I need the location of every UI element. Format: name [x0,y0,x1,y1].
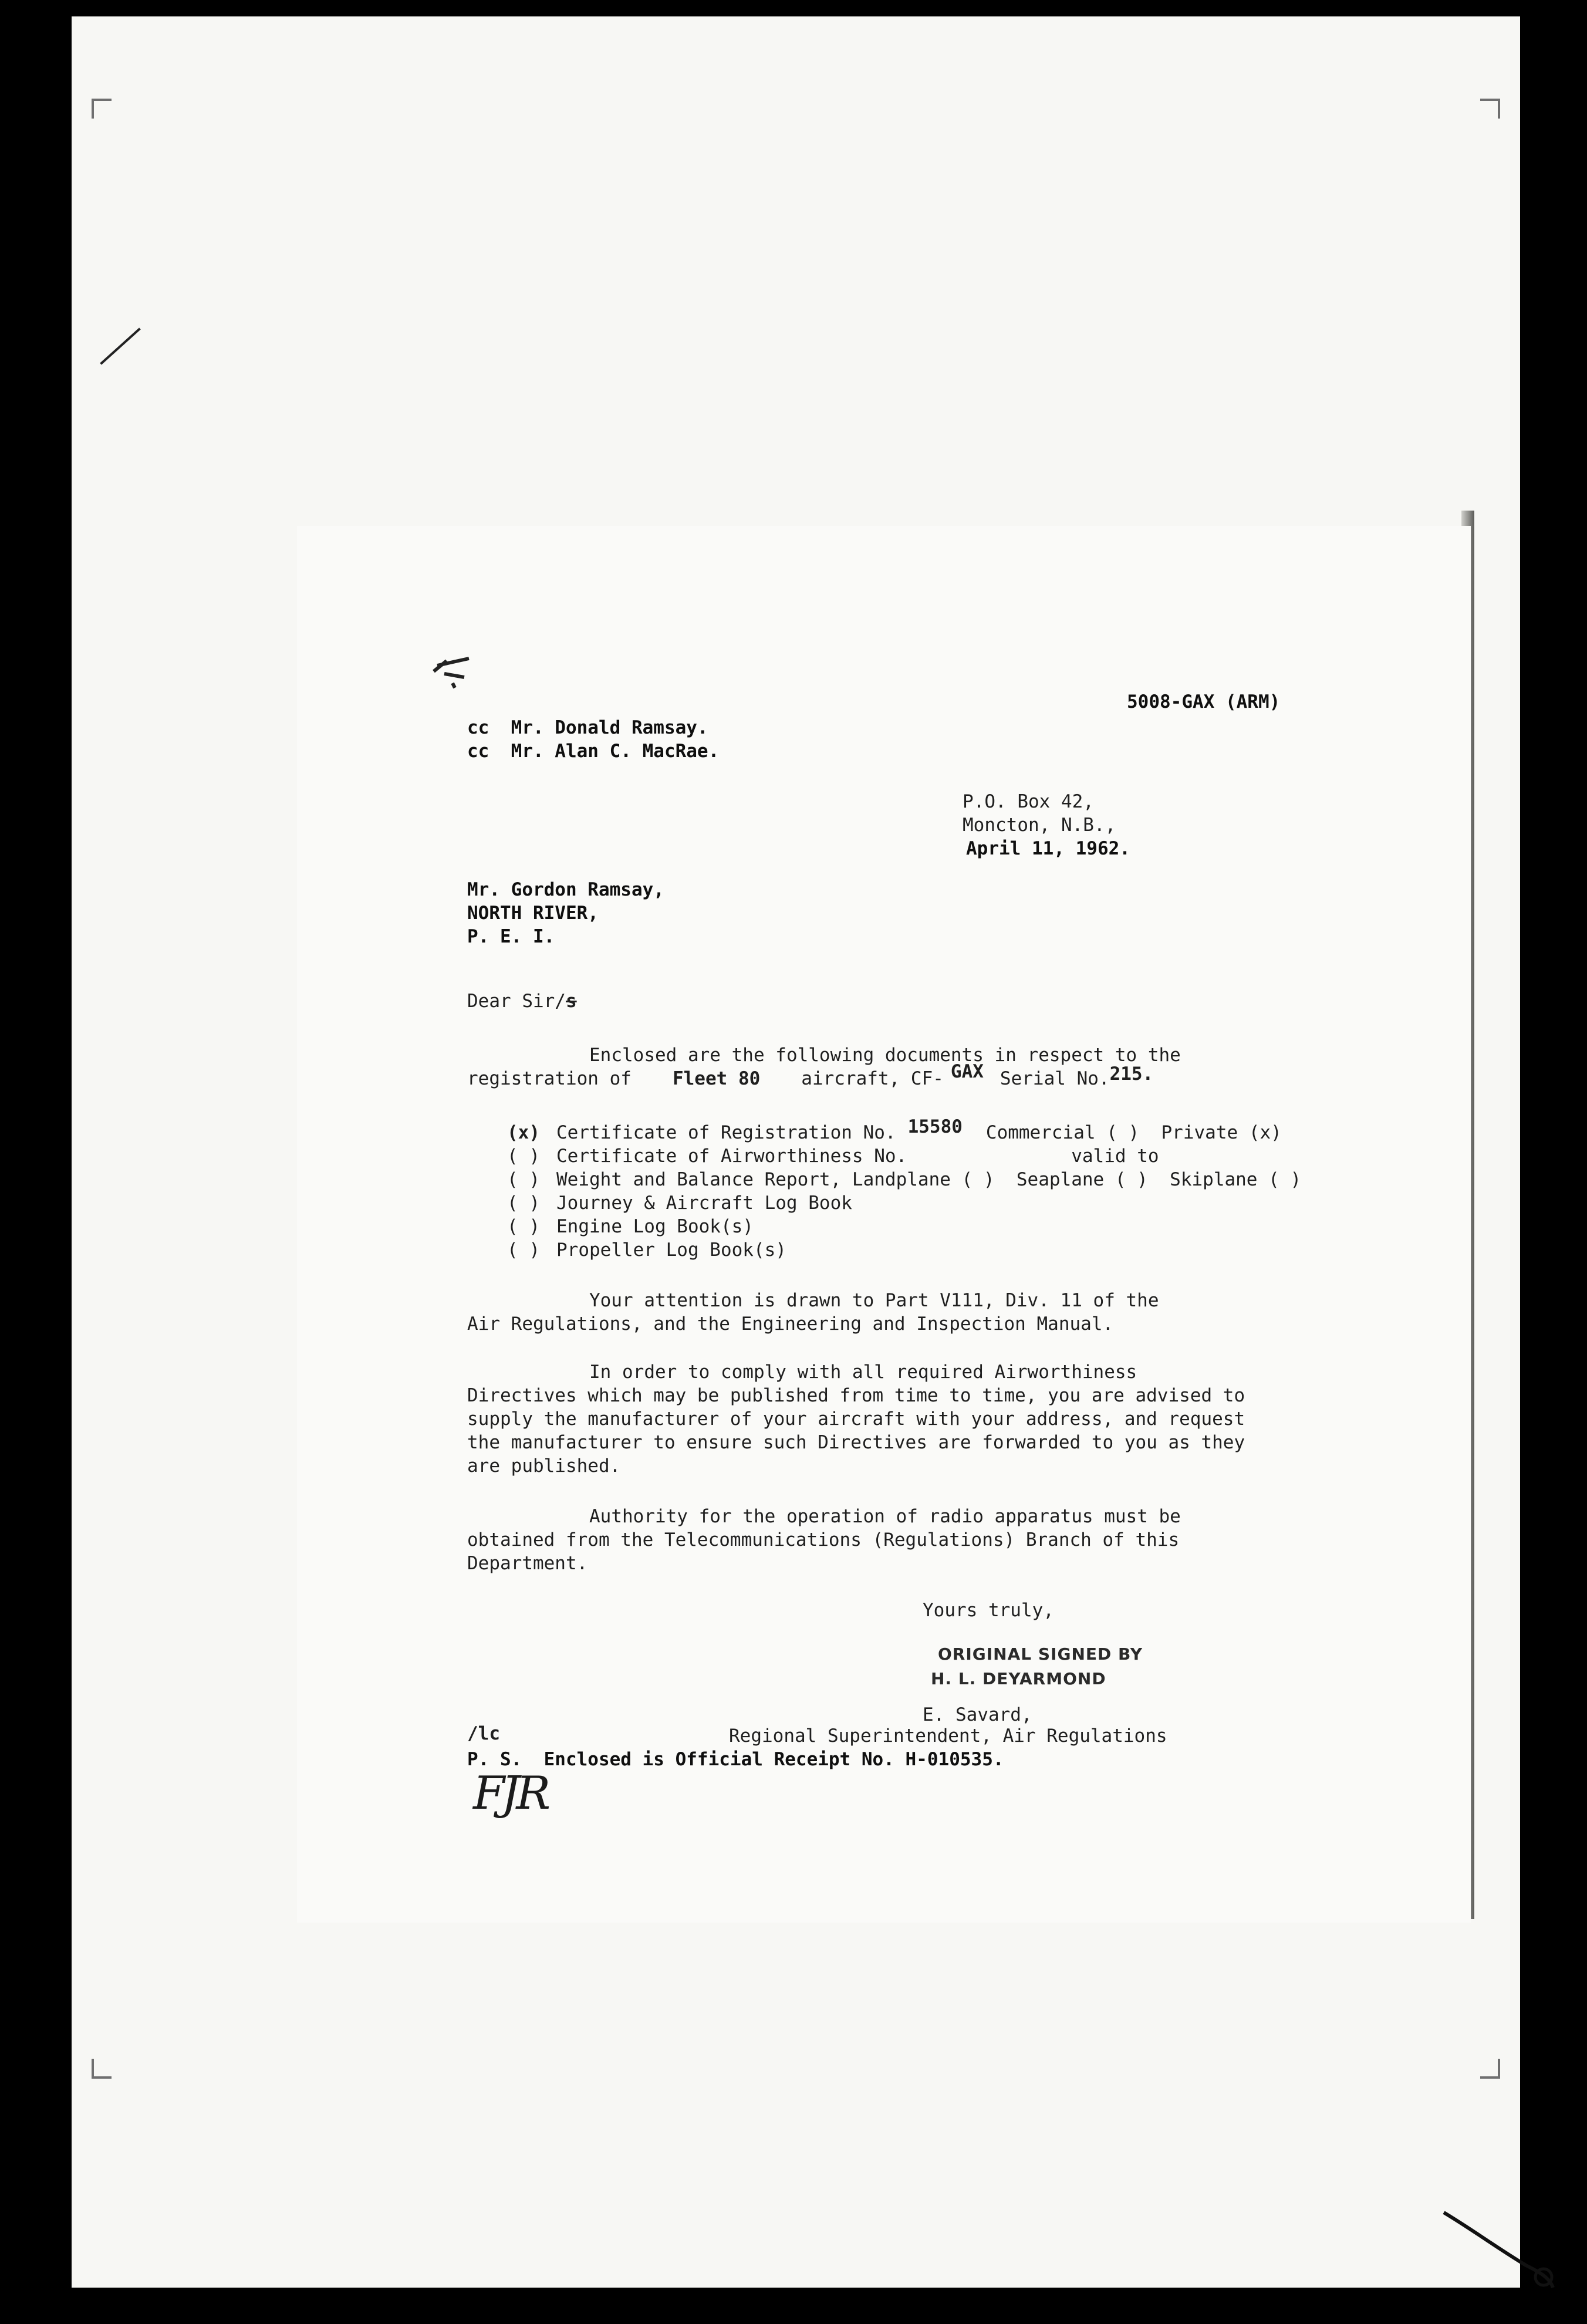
checklist-label: Journey & Aircraft Log Book [556,1193,852,1214]
checklist-item [507,1238,786,1262]
checklist-checkbox: ( ) [507,1146,540,1167]
cc-line-2: cc Mr. Alan C. MacRae. [467,741,720,762]
aircraft-word: aircraft, CF- [801,1068,944,1089]
closing: Yours truly, [923,1600,1054,1621]
checklist-checkbox: (x) [507,1122,540,1143]
directives-line-4: the manufacturer to ensure such Directives are forwarded to you as they [467,1432,1245,1453]
radio-line-2: obtained from the Telecommunications (Regulations) Branch of this [467,1529,1180,1551]
checklist-item [507,1168,1301,1191]
checklist-handwritten-value: 15580 [907,1116,963,1137]
checklist-extra: Commercial ( ) Private (x) [985,1122,1282,1143]
attention-line-2: Air Regulations, and the Engineering and Inspection Manual. [467,1313,1114,1335]
file-reference: 5008-GAX (ARM) [1127,691,1281,712]
directives-line-1: In order to comply with all required Airworthiness [589,1362,1137,1383]
crop-mark-top-left [92,99,112,119]
checklist-checkbox: ( ) [507,1239,540,1261]
intro-line-2 [467,1061,1154,1090]
aircraft-mark: GAX [950,1061,984,1082]
punch-mark-icon [429,648,476,689]
salutation-strikeout: s [565,991,577,1012]
signature-stamp-line-2: H. L. DEYARMOND [931,1669,1106,1688]
directives-line-3: supply the manufacturer of your aircraft with your address, and request [467,1408,1245,1430]
directives-line-5: are published. [467,1455,621,1477]
handwritten-initials: FJR [473,1767,548,1820]
recipient-town: NORTH RIVER, [467,903,599,924]
registration-label: registration of [467,1068,632,1089]
corner-tear-icon [1438,2207,1555,2289]
letter-sheet [297,526,1471,1923]
recipient-name: Mr. Gordon Ramsay, [467,879,664,900]
checklist-label: Weight and Balance Report, Landplane ( ) Seaplane ( ) Skiplane ( ) [556,1169,1302,1190]
crop-mark-top-right [1480,99,1500,119]
postscript: P. S. Enclosed is Official Receipt No. H-010535. [467,1749,1004,1770]
film-scratch [100,327,141,364]
checklist-extra: valid to [1071,1146,1159,1167]
typist-initials: /lc [467,1723,500,1744]
recipient-province: P. E. I. [467,926,555,947]
sender-address-line-1: P.O. Box 42, [963,791,1094,812]
checklist-label: Certificate of Registration No. [556,1122,896,1143]
letter-date: April 11, 1962. [966,838,1130,859]
crop-mark-bottom-left [92,2059,112,2079]
signatory-title: Regional Superintendent, Air Regulations [729,1725,1167,1747]
checklist-checkbox: ( ) [507,1169,540,1190]
directives-line-2: Directives which may be published from time to time, you are advised to [467,1385,1245,1406]
checklist-item [507,1116,1282,1144]
intro-line-1: Enclosed are the following documents in respect to the [589,1045,1181,1066]
attention-line-1: Your attention is drawn to Part V111, Div. 11 of the [589,1290,1159,1311]
checklist-checkbox: ( ) [507,1216,540,1237]
checklist-item [507,1144,1159,1168]
salutation [467,989,577,1013]
sender-address-line-2: Moncton, N.B., [963,815,1116,836]
checklist-label: Engine Log Book(s) [556,1216,754,1237]
checklist-checkbox: ( ) [507,1193,540,1214]
checklist-item [507,1215,754,1238]
radio-line-3: Department. [467,1553,588,1574]
signature-stamp-line-1: ORIGINAL SIGNED BY [938,1644,1143,1664]
crop-mark-bottom-right [1480,2059,1500,2079]
radio-line-1: Authority for the operation of radio apparatus must be [589,1506,1181,1527]
checklist-label: Propeller Log Book(s) [556,1239,786,1261]
cc-line-1: cc Mr. Donald Ramsay. [467,717,708,738]
serial-number: 215. [1109,1063,1154,1085]
signatory-name: E. Savard, [923,1704,1032,1725]
aircraft-type: Fleet 80 [672,1068,761,1089]
checklist-item [507,1191,852,1215]
checklist-label: Certificate of Airworthiness No. [556,1146,907,1167]
serial-label: Serial No. [1000,1068,1110,1089]
salutation-text: Dear Sir/ [467,991,566,1012]
